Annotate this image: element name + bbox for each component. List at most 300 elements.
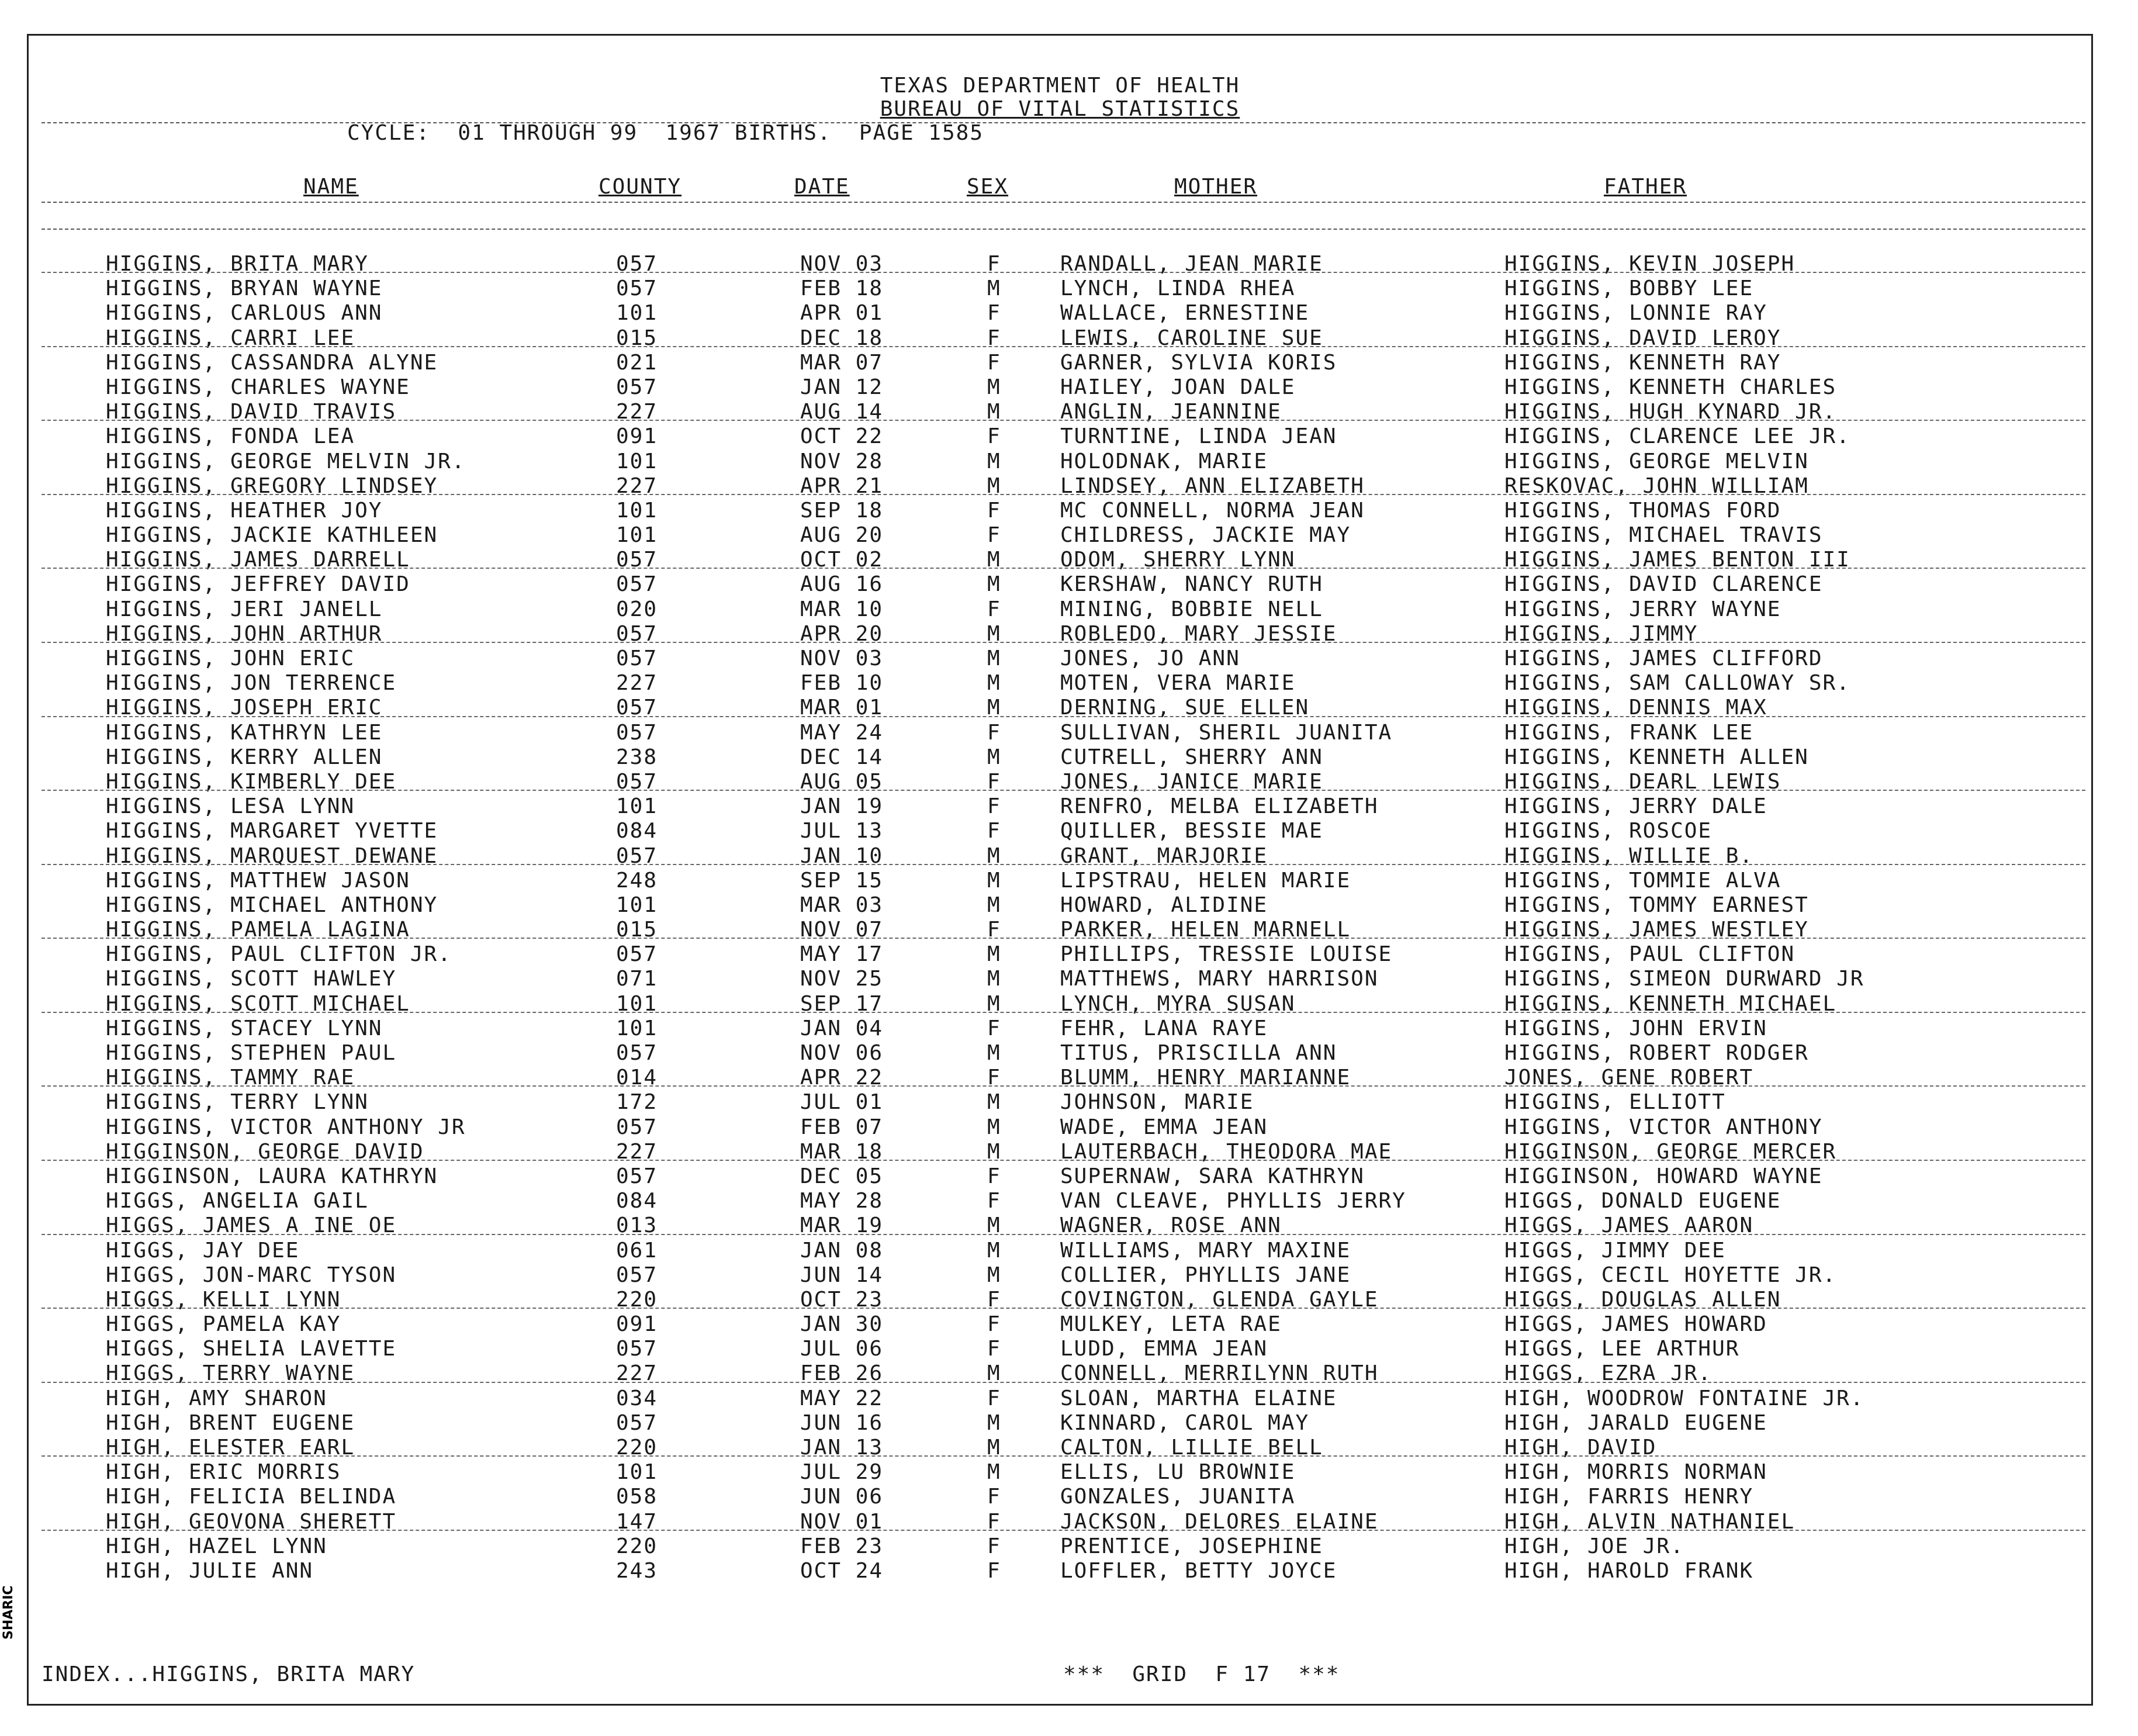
column-header-father: FATHER <box>1604 175 1687 199</box>
cell-county: 057 <box>616 942 658 967</box>
cell-county: 101 <box>616 893 658 917</box>
ledger-page <box>27 34 2093 1706</box>
table-row <box>29 819 2091 843</box>
cell-name: HIGGINS, FONDA LEA <box>106 424 355 449</box>
cell-father: HIGGS, LEE ARTHUR <box>1504 1337 1740 1361</box>
cell-county: 013 <box>616 1213 658 1238</box>
cell-county: 101 <box>616 301 658 326</box>
cell-mother: ODOM, SHERRY LYNN <box>1060 548 1296 572</box>
cell-name: HIGGINS, JOHN ERIC <box>106 646 355 670</box>
cell-father: HIGGS, CECIL HOYETTE JR. <box>1504 1263 1837 1287</box>
cell-father: HIGGINS, CLARENCE LEE JR. <box>1504 424 1850 449</box>
cell-sex: M <box>987 1041 1001 1065</box>
table-row <box>29 646 2091 671</box>
table-row <box>29 400 2091 424</box>
cell-sex: M <box>987 671 1001 696</box>
cell-county: 057 <box>616 276 658 301</box>
cell-date: APR 21 <box>800 473 884 498</box>
cell-sex: F <box>987 1312 1001 1337</box>
cell-date: MAR 01 <box>800 696 884 720</box>
cell-date: MAR 03 <box>800 893 884 917</box>
cell-date: NOV 28 <box>800 449 884 473</box>
cell-date: NOV 25 <box>800 967 884 991</box>
cell-name: HIGGINSON, GEORGE DAVID <box>106 1139 424 1164</box>
cell-county: 101 <box>616 794 658 819</box>
table-row <box>29 696 2091 720</box>
cell-sex: M <box>987 893 1001 917</box>
cell-mother: JOHNSON, MARIE <box>1060 1090 1254 1115</box>
cell-sex: F <box>987 1164 1001 1188</box>
cell-name: HIGH, GEOVONA SHERETT <box>106 1509 397 1534</box>
cell-father: HIGGINS, DEARL LEWIS <box>1504 769 1781 794</box>
cell-sex: M <box>987 843 1001 868</box>
table-row <box>29 252 2091 276</box>
table-row <box>29 351 2091 375</box>
cell-sex: M <box>987 1361 1001 1386</box>
cell-date: OCT 24 <box>800 1558 884 1583</box>
table-row <box>29 1239 2091 1263</box>
cell-date: SEP 15 <box>800 868 884 893</box>
cell-name: HIGGS, PAMELA KAY <box>106 1312 341 1337</box>
cell-father: HIGGINS, ELLIOTT <box>1504 1090 1726 1115</box>
cell-father: HIGH, ALVIN NATHANIEL <box>1504 1509 1795 1534</box>
cell-sex: F <box>987 1287 1001 1312</box>
cell-mother: QUILLER, BESSIE MAE <box>1060 819 1323 843</box>
cell-mother: MINING, BOBBIE NELL <box>1060 597 1323 621</box>
cell-date: JAN 19 <box>800 794 884 819</box>
cell-sex: M <box>987 548 1001 572</box>
cell-name: HIGGINSON, LAURA KATHRYN <box>106 1164 438 1188</box>
cell-county: 057 <box>616 769 658 794</box>
cell-mother: WAGNER, ROSE ANN <box>1060 1213 1282 1238</box>
cell-father: HIGGINS, SAM CALLOWAY SR. <box>1504 671 1850 696</box>
table-row <box>29 499 2091 523</box>
cell-county: 101 <box>616 991 658 1016</box>
cell-county: 091 <box>616 1312 658 1337</box>
cell-sex: M <box>987 621 1001 646</box>
cell-county: 227 <box>616 1139 658 1164</box>
cell-name: HIGGINS, CHARLES WAYNE <box>106 375 410 399</box>
cell-name: HIGGINS, CARLOUS ANN <box>106 301 383 326</box>
table-row <box>29 1288 2091 1312</box>
cell-father: HIGGS, DONALD EUGENE <box>1504 1189 1781 1213</box>
cell-date: FEB 10 <box>800 671 884 696</box>
cell-father: HIGGINS, BOBBY LEE <box>1504 276 1754 301</box>
cell-father: HIGGINS, DAVID LEROY <box>1504 326 1781 350</box>
cell-date: FEB 18 <box>800 276 884 301</box>
cell-father: HIGGINS, JERRY DALE <box>1504 794 1767 819</box>
cell-sex: M <box>987 1263 1001 1287</box>
cell-mother: LOFFLER, BETTY JOYCE <box>1060 1558 1337 1583</box>
cell-name: HIGGINS, KIMBERLY DEE <box>106 769 397 794</box>
cell-sex: F <box>987 597 1001 621</box>
cell-date: NOV 01 <box>800 1509 884 1534</box>
cell-mother: MULKEY, LETA RAE <box>1060 1312 1282 1337</box>
cell-name: HIGGINS, SCOTT HAWLEY <box>106 967 397 991</box>
cell-father: HIGGINS, GEORGE MELVIN <box>1504 449 1809 473</box>
cell-father: HIGGS, JAMES HOWARD <box>1504 1312 1767 1337</box>
cell-date: APR 20 <box>800 621 884 646</box>
bureau-title: BUREAU OF VITAL STATISTICS <box>880 97 1240 121</box>
department-title: TEXAS DEPARTMENT OF HEALTH <box>880 74 1240 98</box>
cell-county: 034 <box>616 1386 658 1410</box>
cell-date: MAY 28 <box>800 1189 884 1213</box>
cell-mother: ELLIS, LU BROWNIE <box>1060 1460 1296 1485</box>
cell-date: JAN 13 <box>800 1436 884 1460</box>
table-row <box>29 1337 2091 1361</box>
cell-sex: F <box>987 918 1001 942</box>
cell-name: HIGGINS, JON TERRENCE <box>106 671 397 696</box>
cell-county: 015 <box>616 918 658 942</box>
cell-sex: M <box>987 967 1001 991</box>
cell-sex: F <box>987 1558 1001 1583</box>
table-row <box>29 1066 2091 1090</box>
table-row <box>29 523 2091 548</box>
cell-mother: LAUTERBACH, THEODORA MAE <box>1060 1139 1393 1164</box>
cell-date: AUG 20 <box>800 523 884 548</box>
cell-date: FEB 07 <box>800 1115 884 1139</box>
cell-county: 227 <box>616 671 658 696</box>
cell-county: 227 <box>616 400 658 424</box>
cell-county: 243 <box>616 1558 658 1583</box>
cell-mother: LYNCH, LINDA RHEA <box>1060 276 1296 301</box>
column-header-sex: SEX <box>967 175 1009 199</box>
cell-name: HIGGINS, STEPHEN PAUL <box>106 1041 397 1065</box>
cell-county: 101 <box>616 1460 658 1485</box>
cell-sex: F <box>987 1509 1001 1534</box>
cell-name: HIGGINS, STACEY LYNN <box>106 1016 383 1040</box>
cell-sex: M <box>987 745 1001 769</box>
table-row <box>29 1534 2091 1559</box>
cell-name: HIGGINS, TERRY LYNN <box>106 1090 369 1115</box>
cell-sex: M <box>987 1090 1001 1115</box>
cell-name: HIGGINS, JERI JANELL <box>106 597 383 621</box>
cell-mother: SUPERNAW, SARA KATHRYN <box>1060 1164 1365 1188</box>
cell-father: HIGGINS, KENNETH CHARLES <box>1504 375 1837 399</box>
cell-mother: KINNARD, CAROL MAY <box>1060 1410 1310 1435</box>
table-row <box>29 1510 2091 1534</box>
table-row <box>29 1485 2091 1509</box>
grid-footer: *** GRID F 17 *** <box>1063 1662 1340 1686</box>
cell-mother: VAN CLEAVE, PHYLLIS JERRY <box>1060 1189 1406 1213</box>
cell-father: HIGGS, EZRA JR. <box>1504 1361 1713 1386</box>
table-row <box>29 1189 2091 1213</box>
cell-date: FEB 23 <box>800 1534 884 1558</box>
cell-date: NOV 07 <box>800 918 884 942</box>
cell-county: 220 <box>616 1534 658 1558</box>
cell-name: HIGGINS, CARRI LEE <box>106 326 355 350</box>
table-row <box>29 449 2091 474</box>
records-table <box>29 252 2091 1583</box>
cell-date: SEP 18 <box>800 498 884 523</box>
cell-mother: JONES, JANICE MARIE <box>1060 769 1323 794</box>
table-row <box>29 1164 2091 1189</box>
cell-mother: MC CONNELL, NORMA JEAN <box>1060 498 1365 523</box>
cell-date: JAN 08 <box>800 1238 884 1263</box>
cell-name: HIGGINS, MARQUEST DEWANE <box>106 843 438 868</box>
cell-date: MAR 10 <box>800 597 884 621</box>
cell-name: HIGGS, SHELIA LAVETTE <box>106 1337 397 1361</box>
table-row <box>29 893 2091 918</box>
cell-father: RESKOVAC, JOHN WILLIAM <box>1504 473 1809 498</box>
cell-date: JUN 14 <box>800 1263 884 1287</box>
cell-mother: WALLACE, ERNESTINE <box>1060 301 1310 326</box>
cell-sex: F <box>987 301 1001 326</box>
cell-father: JONES, GENE ROBERT <box>1504 1066 1754 1090</box>
cell-county: 057 <box>616 621 658 646</box>
cell-county: 057 <box>616 1410 658 1435</box>
table-row <box>29 1312 2091 1337</box>
cell-name: HIGH, AMY SHARON <box>106 1386 327 1410</box>
column-header-date: DATE <box>794 175 850 199</box>
cell-sex: F <box>987 1016 1001 1040</box>
cell-name: HIGGINS, PAUL CLIFTON JR. <box>106 942 452 967</box>
cell-date: AUG 05 <box>800 769 884 794</box>
cell-mother: LEWIS, CAROLINE SUE <box>1060 326 1323 350</box>
cell-mother: KERSHAW, NANCY RUTH <box>1060 572 1323 597</box>
cell-mother: HAILEY, JOAN DALE <box>1060 375 1296 399</box>
cell-county: 172 <box>616 1090 658 1115</box>
cell-sex: F <box>987 326 1001 350</box>
cell-name: HIGGINS, GREGORY LINDSEY <box>106 473 438 498</box>
table-row <box>29 1460 2091 1485</box>
table-row <box>29 1411 2091 1436</box>
cell-county: 020 <box>616 597 658 621</box>
cell-name: HIGGINS, MATTHEW JASON <box>106 868 410 893</box>
table-row <box>29 1016 2091 1041</box>
cell-name: HIGGS, JAY DEE <box>106 1238 300 1263</box>
cell-county: 248 <box>616 868 658 893</box>
cell-sex: F <box>987 252 1001 276</box>
cell-date: OCT 22 <box>800 424 884 449</box>
cell-name: HIGGINS, HEATHER JOY <box>106 498 383 523</box>
cell-mother: CHILDRESS, JACKIE MAY <box>1060 523 1351 548</box>
cell-sex: M <box>987 473 1001 498</box>
cell-mother: CONNELL, MERRILYNN RUTH <box>1060 1361 1379 1386</box>
cell-mother: COLLIER, PHYLLIS JANE <box>1060 1263 1351 1287</box>
cell-name: HIGGINS, DAVID TRAVIS <box>106 400 397 424</box>
cell-county: 101 <box>616 498 658 523</box>
cycle-line: CYCLE: 01 THROUGH 99 1967 BIRTHS. PAGE 1585 <box>347 121 984 145</box>
cell-name: HIGGINS, KERRY ALLEN <box>106 745 383 769</box>
cell-name: HIGGINS, BRITA MARY <box>106 252 369 276</box>
cell-date: JUL 29 <box>800 1460 884 1485</box>
cell-county: 057 <box>616 548 658 572</box>
cell-father: HIGGINS, TOMMY EARNEST <box>1504 893 1809 917</box>
cell-name: HIGGINS, JOHN ARTHUR <box>106 621 383 646</box>
cell-mother: FEHR, LANA RAYE <box>1060 1016 1268 1040</box>
cell-mother: GONZALES, JUANITA <box>1060 1485 1296 1509</box>
cell-mother: PARKER, HELEN MARNELL <box>1060 918 1351 942</box>
cell-date: JUL 13 <box>800 819 884 843</box>
table-row <box>29 597 2091 622</box>
cell-sex: F <box>987 523 1001 548</box>
cell-name: HIGGINS, JAMES DARRELL <box>106 548 410 572</box>
table-row <box>29 326 2091 351</box>
cell-father: HIGGS, JIMMY DEE <box>1504 1238 1726 1263</box>
cell-date: MAR 07 <box>800 350 884 375</box>
cell-sex: F <box>987 794 1001 819</box>
cell-county: 101 <box>616 449 658 473</box>
cell-county: 057 <box>616 375 658 399</box>
cell-father: HIGGINS, VICTOR ANTHONY <box>1504 1115 1823 1139</box>
cell-name: HIGGINS, LESA LYNN <box>106 794 355 819</box>
cell-sex: F <box>987 720 1001 745</box>
table-row <box>29 992 2091 1016</box>
cell-mother: BLUMM, HENRY MARIANNE <box>1060 1066 1351 1090</box>
cell-sex: M <box>987 400 1001 424</box>
cell-father: HIGGINS, FRANK LEE <box>1504 720 1754 745</box>
table-row <box>29 1361 2091 1386</box>
table-row <box>29 622 2091 646</box>
table-row <box>29 424 2091 449</box>
cell-father: HIGGINS, JIMMY <box>1504 621 1698 646</box>
cell-county: 058 <box>616 1485 658 1509</box>
cell-name: HIGGS, TERRY WAYNE <box>106 1361 355 1386</box>
cell-sex: M <box>987 868 1001 893</box>
table-row <box>29 548 2091 572</box>
cell-mother: MATTHEWS, MARY HARRISON <box>1060 967 1379 991</box>
cell-sex: M <box>987 276 1001 301</box>
cell-sex: M <box>987 942 1001 967</box>
cell-father: HIGH, FARRIS HENRY <box>1504 1485 1754 1509</box>
cell-date: NOV 03 <box>800 252 884 276</box>
table-row <box>29 1140 2091 1164</box>
cell-sex: M <box>987 1139 1001 1164</box>
cell-date: FEB 26 <box>800 1361 884 1386</box>
cell-father: HIGGINS, KENNETH ALLEN <box>1504 745 1809 769</box>
cell-father: HIGGINS, TOMMIE ALVA <box>1504 868 1781 893</box>
cell-sex: M <box>987 696 1001 720</box>
cell-mother: ROBLEDO, MARY JESSIE <box>1060 621 1337 646</box>
table-row <box>29 1213 2091 1238</box>
cell-date: MAY 22 <box>800 1386 884 1410</box>
cell-father: HIGGINS, KENNETH RAY <box>1504 350 1781 375</box>
cell-father: HIGGS, JAMES AARON <box>1504 1213 1754 1238</box>
cell-father: HIGGINS, HUGH KYNARD JR. <box>1504 400 1837 424</box>
cell-date: JAN 12 <box>800 375 884 399</box>
cell-mother: CALTON, LILLIE BELL <box>1060 1436 1323 1460</box>
cell-date: AUG 14 <box>800 400 884 424</box>
cell-sex: M <box>987 1436 1001 1460</box>
cell-sex: F <box>987 1386 1001 1410</box>
cell-date: JAN 10 <box>800 843 884 868</box>
cell-date: JUN 16 <box>800 1410 884 1435</box>
cell-county: 057 <box>616 572 658 597</box>
cell-mother: CUTRELL, SHERRY ANN <box>1060 745 1323 769</box>
cell-county: 227 <box>616 473 658 498</box>
cell-name: HIGH, HAZEL LYNN <box>106 1534 327 1558</box>
table-row <box>29 942 2091 967</box>
cell-father: HIGGINS, JAMES WESTLEY <box>1504 918 1809 942</box>
cell-date: MAY 17 <box>800 942 884 967</box>
cell-name: HIGGINS, JACKIE KATHLEEN <box>106 523 438 548</box>
cell-sex: F <box>987 1066 1001 1090</box>
cell-father: HIGGINS, SIMEON DURWARD JR <box>1504 967 1864 991</box>
cell-mother: RENFRO, MELBA ELIZABETH <box>1060 794 1379 819</box>
cell-county: 057 <box>616 646 658 670</box>
cell-date: OCT 23 <box>800 1287 884 1312</box>
cell-father: HIGGINS, JAMES CLIFFORD <box>1504 646 1823 670</box>
cell-mother: PRENTICE, JOSEPHINE <box>1060 1534 1323 1558</box>
cell-date: JUN 06 <box>800 1485 884 1509</box>
table-row <box>29 474 2091 499</box>
cell-father: HIGGS, DOUGLAS ALLEN <box>1504 1287 1781 1312</box>
cell-name: HIGH, FELICIA BELINDA <box>106 1485 397 1509</box>
cell-date: JUL 06 <box>800 1337 884 1361</box>
cell-name: HIGH, JULIE ANN <box>106 1558 314 1583</box>
cell-mother: DERNING, SUE ELLEN <box>1060 696 1310 720</box>
cell-father: HIGGINS, LONNIE RAY <box>1504 301 1767 326</box>
cell-name: HIGH, ERIC MORRIS <box>106 1460 341 1485</box>
table-row <box>29 1041 2091 1066</box>
cell-name: HIGGINS, PAMELA LAGINA <box>106 918 410 942</box>
table-row <box>29 1436 2091 1460</box>
cell-name: HIGGINS, TAMMY RAE <box>106 1066 355 1090</box>
cell-mother: MOTEN, VERA MARIE <box>1060 671 1296 696</box>
cell-date: MAY 24 <box>800 720 884 745</box>
cell-date: MAR 19 <box>800 1213 884 1238</box>
cell-father: HIGGINS, PAUL CLIFTON <box>1504 942 1795 967</box>
cell-name: HIGGS, JAMES A INE OE <box>106 1213 397 1238</box>
table-row <box>29 967 2091 991</box>
cell-date: OCT 02 <box>800 548 884 572</box>
cell-county: 091 <box>616 424 658 449</box>
table-row <box>29 794 2091 819</box>
cell-sex: F <box>987 1534 1001 1558</box>
cell-sex: F <box>987 819 1001 843</box>
cell-father: HIGGINS, ROSCOE <box>1504 819 1713 843</box>
cell-father: HIGH, HAROLD FRANK <box>1504 1558 1754 1583</box>
cell-mother: ANGLIN, JEANNINE <box>1060 400 1282 424</box>
cell-mother: LYNCH, MYRA SUSAN <box>1060 991 1296 1016</box>
cell-mother: SLOAN, MARTHA ELAINE <box>1060 1386 1337 1410</box>
cell-father: HIGH, MORRIS NORMAN <box>1504 1460 1767 1485</box>
cell-date: DEC 18 <box>800 326 884 350</box>
cell-name: HIGGINS, KATHRYN LEE <box>106 720 383 745</box>
cell-sex: M <box>987 646 1001 670</box>
cell-date: NOV 06 <box>800 1041 884 1065</box>
cell-name: HIGGINS, GEORGE MELVIN JR. <box>106 449 466 473</box>
cell-date: AUG 16 <box>800 572 884 597</box>
cell-date: DEC 14 <box>800 745 884 769</box>
cell-father: HIGH, JARALD EUGENE <box>1504 1410 1767 1435</box>
cell-father: HIGGINS, DENNIS MAX <box>1504 696 1767 720</box>
cell-mother: TITUS, PRISCILLA ANN <box>1060 1041 1337 1065</box>
cell-mother: GRANT, MARJORIE <box>1060 843 1268 868</box>
cell-county: 061 <box>616 1238 658 1263</box>
cell-county: 238 <box>616 745 658 769</box>
table-row <box>29 844 2091 869</box>
cell-father: HIGGINS, ROBERT RODGER <box>1504 1041 1809 1065</box>
cell-county: 084 <box>616 1189 658 1213</box>
cell-father: HIGGINS, WILLIE B. <box>1504 843 1754 868</box>
cell-county: 147 <box>616 1509 658 1534</box>
cell-sex: F <box>987 350 1001 375</box>
cell-name: HIGGINS, MICHAEL ANTHONY <box>106 893 438 917</box>
cell-mother: HOWARD, ALIDINE <box>1060 893 1268 917</box>
cell-sex: M <box>987 1213 1001 1238</box>
cell-date: SEP 17 <box>800 991 884 1016</box>
table-row <box>29 721 2091 745</box>
table-row <box>29 1090 2091 1115</box>
cell-county: 057 <box>616 696 658 720</box>
cell-date: MAR 18 <box>800 1139 884 1164</box>
column-header-county: COUNTY <box>598 175 682 199</box>
cell-sex: F <box>987 498 1001 523</box>
cell-county: 227 <box>616 1361 658 1386</box>
cell-date: NOV 03 <box>800 646 884 670</box>
